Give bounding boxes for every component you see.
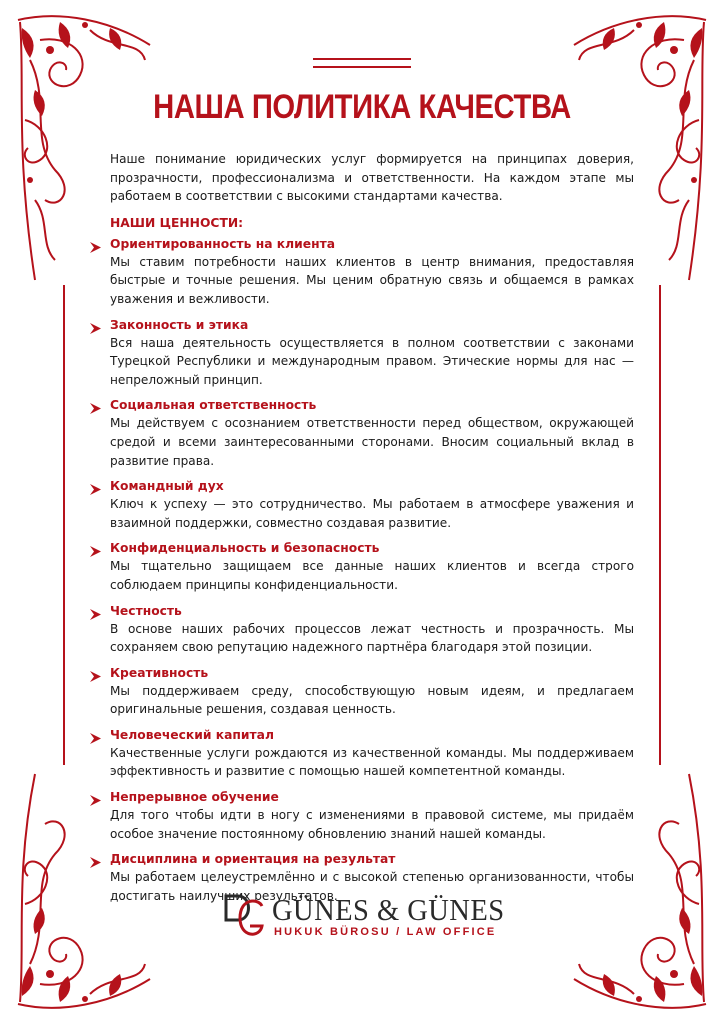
value-text: Мы действуем с осознанием ответственности перед обществом, окружающей средой и всеми заинтересованными сторонами. Вносим социальный вклад в развитие права. bbox=[110, 416, 634, 468]
value-text: Мы поддерживаем среду, способствующую новым идеям, и предлагаем оригинальные решения, создавая ценность. bbox=[110, 683, 634, 717]
chevron-right-icon bbox=[88, 544, 103, 559]
value-title: Дисциплина и ориентация на результат bbox=[110, 852, 396, 867]
page-title: НАША ПОЛИТИКА КАЧЕСТВА bbox=[153, 88, 571, 126]
chevron-right-icon bbox=[88, 607, 103, 622]
value-text: Мы ставим потребности наших клиентов в центр внимания, предоставляя быстрые и точные решения. Мы ценим обратную связь и общаемся в рамках уважения и вежливости. bbox=[110, 254, 634, 306]
value-item bbox=[110, 478, 634, 532]
chevron-right-icon bbox=[88, 321, 103, 336]
chevron-right-icon bbox=[88, 401, 103, 416]
value-item bbox=[110, 540, 634, 594]
value-title: Честность bbox=[110, 603, 182, 618]
top-rule-second bbox=[313, 66, 411, 68]
right-border-line bbox=[659, 285, 661, 765]
chevron-right-icon bbox=[88, 240, 103, 255]
value-title: Социальная ответственность bbox=[110, 398, 317, 413]
value-item bbox=[110, 236, 634, 309]
chevron-right-icon bbox=[88, 855, 103, 870]
value-item bbox=[110, 727, 634, 781]
value-text: Мы тщательно защищаем все данные наших клиентов и всегда строго соблюдаем принципы конфиденциальности. bbox=[110, 559, 634, 592]
value-text: В основе наших рабочих процессов лежат честность и прозрачность. Мы сохраняем свою репутацию надежного партнёра благодаря этой позиции. bbox=[110, 621, 634, 655]
top-rule bbox=[313, 58, 411, 60]
value-item bbox=[110, 603, 634, 657]
value-title: Ориентированность на клиента bbox=[110, 236, 336, 251]
value-title: Командный дух bbox=[110, 479, 224, 494]
logo-name: GÜNES & GÜNES bbox=[272, 892, 505, 927]
chevron-right-icon bbox=[88, 482, 103, 497]
value-text: Для того чтобы идти в ногу с изменениями в правовой системе, мы придаём особое значение постоянному обновлению знаний нашей команды. bbox=[110, 808, 634, 841]
chevron-right-icon bbox=[88, 793, 103, 808]
value-title: Креативность bbox=[110, 665, 209, 680]
value-text: Качественные услуги рождаются из качественной команды. Мы поддерживаем эффективность и развитие с помощью нашей компетентной команды. bbox=[110, 745, 634, 779]
value-title: Конфиденциальность и безопасность bbox=[110, 541, 380, 556]
value-item bbox=[110, 317, 634, 390]
left-border-line bbox=[63, 285, 65, 765]
value-text: Вся наша деятельность осуществляется в полном соответствии с законами Турецкой Республики и международным правом. Этические нормы для нас — непреложный принцип. bbox=[110, 335, 634, 387]
logo-monogram-icon bbox=[222, 892, 266, 942]
value-title: Законность и этика bbox=[110, 317, 249, 332]
logo-subtitle: HUKUK BÜROSU / LAW OFFICE bbox=[274, 926, 497, 938]
values-heading: НАШИ ЦЕННОСТИ: bbox=[110, 215, 244, 230]
values-list bbox=[110, 236, 634, 906]
value-text: Мы работаем целеустремлённо и с высокой степенью организованности, чтобы достигать наилучших результатов. bbox=[110, 870, 634, 903]
value-item bbox=[110, 789, 634, 843]
main-content bbox=[110, 150, 634, 913]
value-item bbox=[110, 397, 634, 470]
company-logo bbox=[222, 892, 505, 942]
intro-paragraph: Наше понимание юридических услуг формируется на принципах доверия, прозрачности, профессионализма и ответственности. На каждом этапе мы работаем в соответствии с высокими стандартами качества. bbox=[110, 152, 634, 204]
chevron-right-icon bbox=[88, 731, 103, 746]
chevron-right-icon bbox=[88, 669, 103, 684]
value-title: Непрерывное обучение bbox=[110, 790, 279, 805]
value-item bbox=[110, 665, 634, 719]
value-title: Человеческий капитал bbox=[110, 727, 274, 742]
value-text: Ключ к успеху — это сотрудничество. Мы работаем в атмосфере уважения и взаимной поддержки, совместно создавая развитие. bbox=[110, 497, 634, 530]
